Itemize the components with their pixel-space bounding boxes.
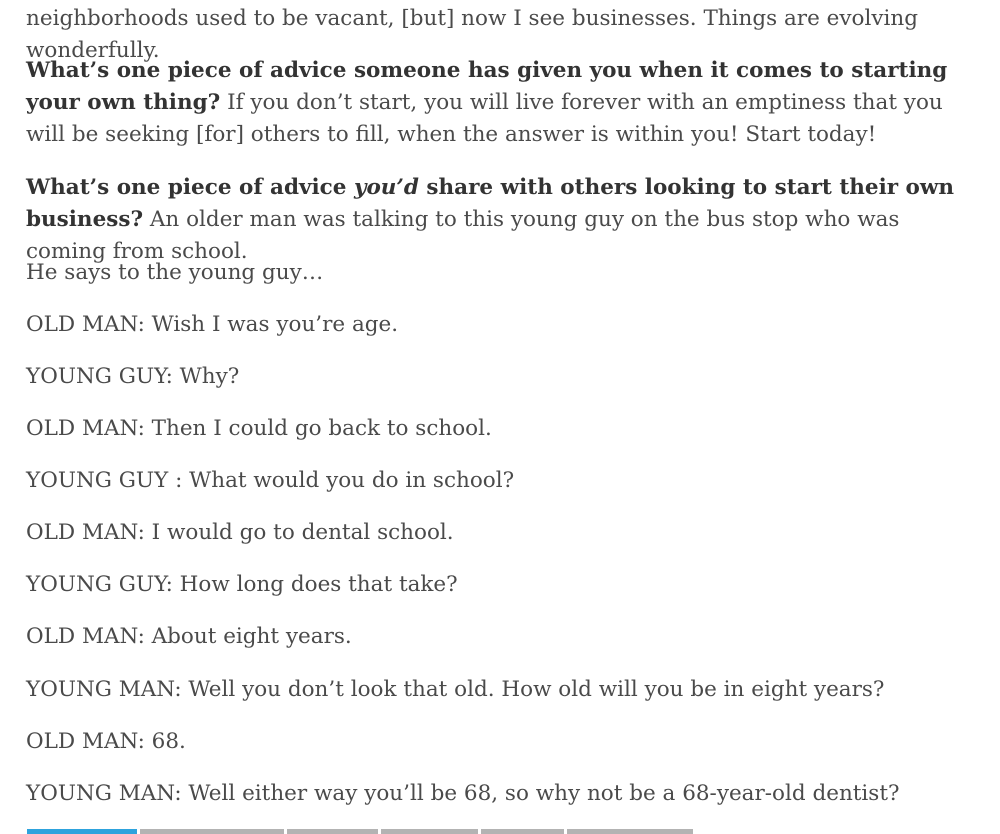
section-progress-tabs [27,829,693,834]
progress-segment[interactable] [481,829,564,834]
dialogue-line: YOUNG GUY : What would you do in school? [26,468,515,493]
progress-segment-active[interactable] [27,829,137,834]
dialogue-line: OLD MAN: Then I could go back to school. [26,416,492,441]
intro-paragraph: neighborhoods used to be vacant, [but] now I see businesses. Things are evolving wonderfully. [26,6,918,63]
dialogue-line: OLD MAN: About eight years. [26,624,352,649]
progress-segment[interactable] [287,829,378,834]
dialogue-line: He says to the young guy… [26,260,324,285]
answer-advice-received: If you don’t start, you will live forever with an emptiness that you will be seeking [for] others to fill, when the answer is within you! Start today! [26,90,943,147]
progress-segment[interactable] [567,829,693,834]
dialogue-line: OLD MAN: I would go to dental school. [26,520,454,545]
dialogue-line: YOUNG GUY: Why? [26,364,240,389]
question-part-1: What’s one piece of advice [26,175,354,200]
dialogue-line: YOUNG MAN: Well you don’t look that old. How old will you be in eight years? [26,677,885,702]
progress-segment[interactable] [381,829,478,834]
qa-paragraph-advice-received [26,55,966,151]
progress-segment[interactable] [140,829,284,834]
answer-advice-shared: An older man was talking to this young guy on the bus stop who was coming from school. [26,207,900,264]
qa-paragraph-advice-shared [26,172,986,268]
question-emphasis: you’d [353,175,419,200]
dialogue-line: YOUNG MAN: Well either way you’ll be 68, so why not be a 68-year-old dentist? [26,781,900,806]
question-advice-received: What’s one piece of advice someone has given you when it comes to starting your own thing? [26,58,948,115]
dialogue-line: OLD MAN: 68. [26,729,186,754]
dialogue-line: YOUNG GUY: How long does that take? [26,572,458,597]
dialogue-line: OLD MAN: Wish I was you’re age. [26,312,399,337]
question-part-2: share with others looking to start their own business? [26,175,955,232]
